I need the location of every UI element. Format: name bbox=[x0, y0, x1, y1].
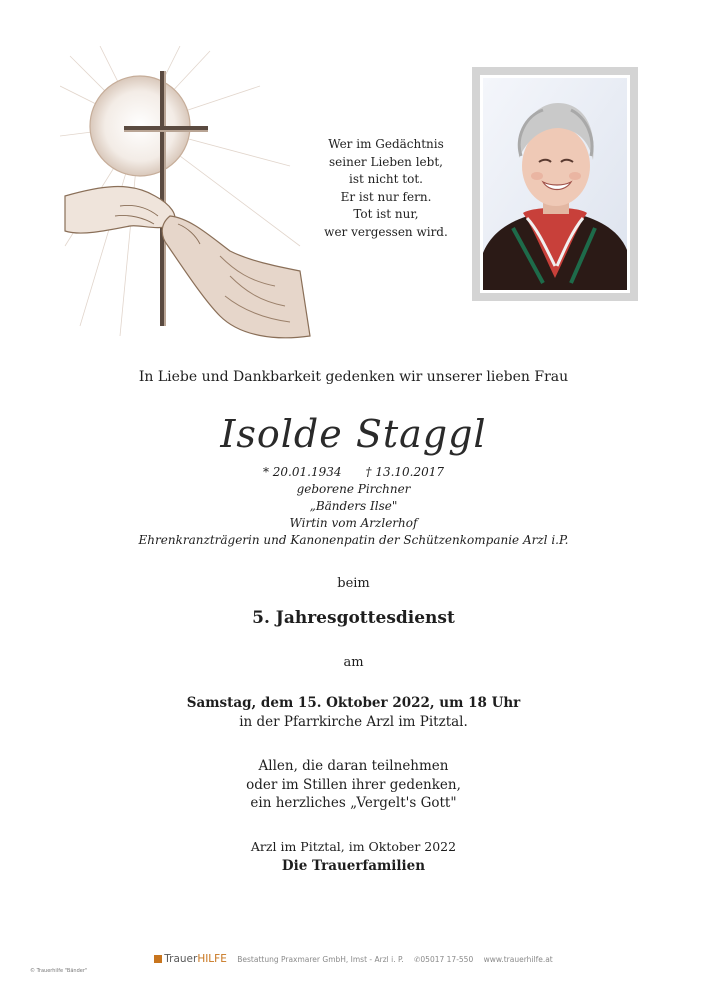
intro-text: In Liebe und Dankbarkeit gedenken wir unserer lieben Frau bbox=[138, 369, 569, 385]
deceased-details bbox=[0, 464, 707, 549]
event-date: Samstag, dem 15. Oktober 2022, um 18 Uhr bbox=[186, 695, 521, 711]
thanks-text bbox=[0, 757, 707, 813]
event-title: 5. Jahresgottesdienst bbox=[252, 608, 455, 628]
logo-hilfe: HILFE bbox=[197, 953, 227, 965]
birth-date: * 20.01.1934 bbox=[262, 465, 342, 479]
event-location: in der Pfarrkirche Arzl im Pitztal. bbox=[239, 714, 468, 730]
death-date: † 13.10.2017 bbox=[365, 465, 445, 479]
footer-website[interactable]: www.trauerhilfe.at bbox=[483, 955, 553, 964]
poem-line: Er ist nur fern. bbox=[340, 189, 432, 204]
thanks-line: Allen, die daran teilnehmen bbox=[258, 758, 449, 774]
thanks-line: ein herzliches „Vergelt's Gott" bbox=[250, 795, 457, 811]
footer-phone: 05017 17-550 bbox=[420, 955, 474, 964]
honors: Ehrenkranzträgerin und Kanonenpatin der Schützenkompanie Arzl i.P. bbox=[138, 533, 569, 547]
footer-company: Bestattung Praxmarer GmbH, Imst - Arzl i. P. bbox=[237, 955, 404, 964]
nickname: „Bänders Ilse" bbox=[309, 499, 398, 513]
maiden-name: geborene Pirchner bbox=[296, 482, 411, 496]
phone-icon: ✆ bbox=[414, 955, 421, 964]
footer bbox=[0, 953, 707, 965]
poem-line: Tot ist nur, bbox=[353, 207, 419, 221]
role: Wirtin vom Arzlerhof bbox=[289, 516, 418, 530]
portrait-photo bbox=[480, 75, 630, 293]
beim-text: beim bbox=[337, 576, 370, 591]
cross-hands-illustration bbox=[60, 46, 320, 346]
thanks-line: oder im Stillen ihrer gedenken, bbox=[246, 776, 461, 793]
trauerhilfe-logo-icon bbox=[154, 955, 162, 963]
family-signature: Die Trauerfamilien bbox=[281, 858, 426, 874]
poem-line: ist nicht tot. bbox=[349, 172, 423, 186]
place-date: Arzl im Pitztal, im Oktober 2022 bbox=[250, 839, 457, 854]
am-text: am bbox=[343, 655, 364, 670]
poem-line: wer vergessen wird. bbox=[324, 224, 448, 239]
portrait-icon bbox=[483, 78, 627, 290]
logo-trauer: Trauer bbox=[164, 953, 198, 965]
poem-line: seiner Lieben lebt, bbox=[329, 154, 443, 169]
portrait-frame bbox=[472, 67, 638, 301]
image-credit: © Trauerhilfe "Bänder" bbox=[30, 968, 88, 974]
cross-hands-icon bbox=[60, 46, 320, 346]
deceased-name: Isolde Staggl bbox=[220, 412, 487, 456]
poem-line: Wer im Gedächtnis bbox=[328, 137, 444, 151]
poem bbox=[316, 136, 456, 241]
